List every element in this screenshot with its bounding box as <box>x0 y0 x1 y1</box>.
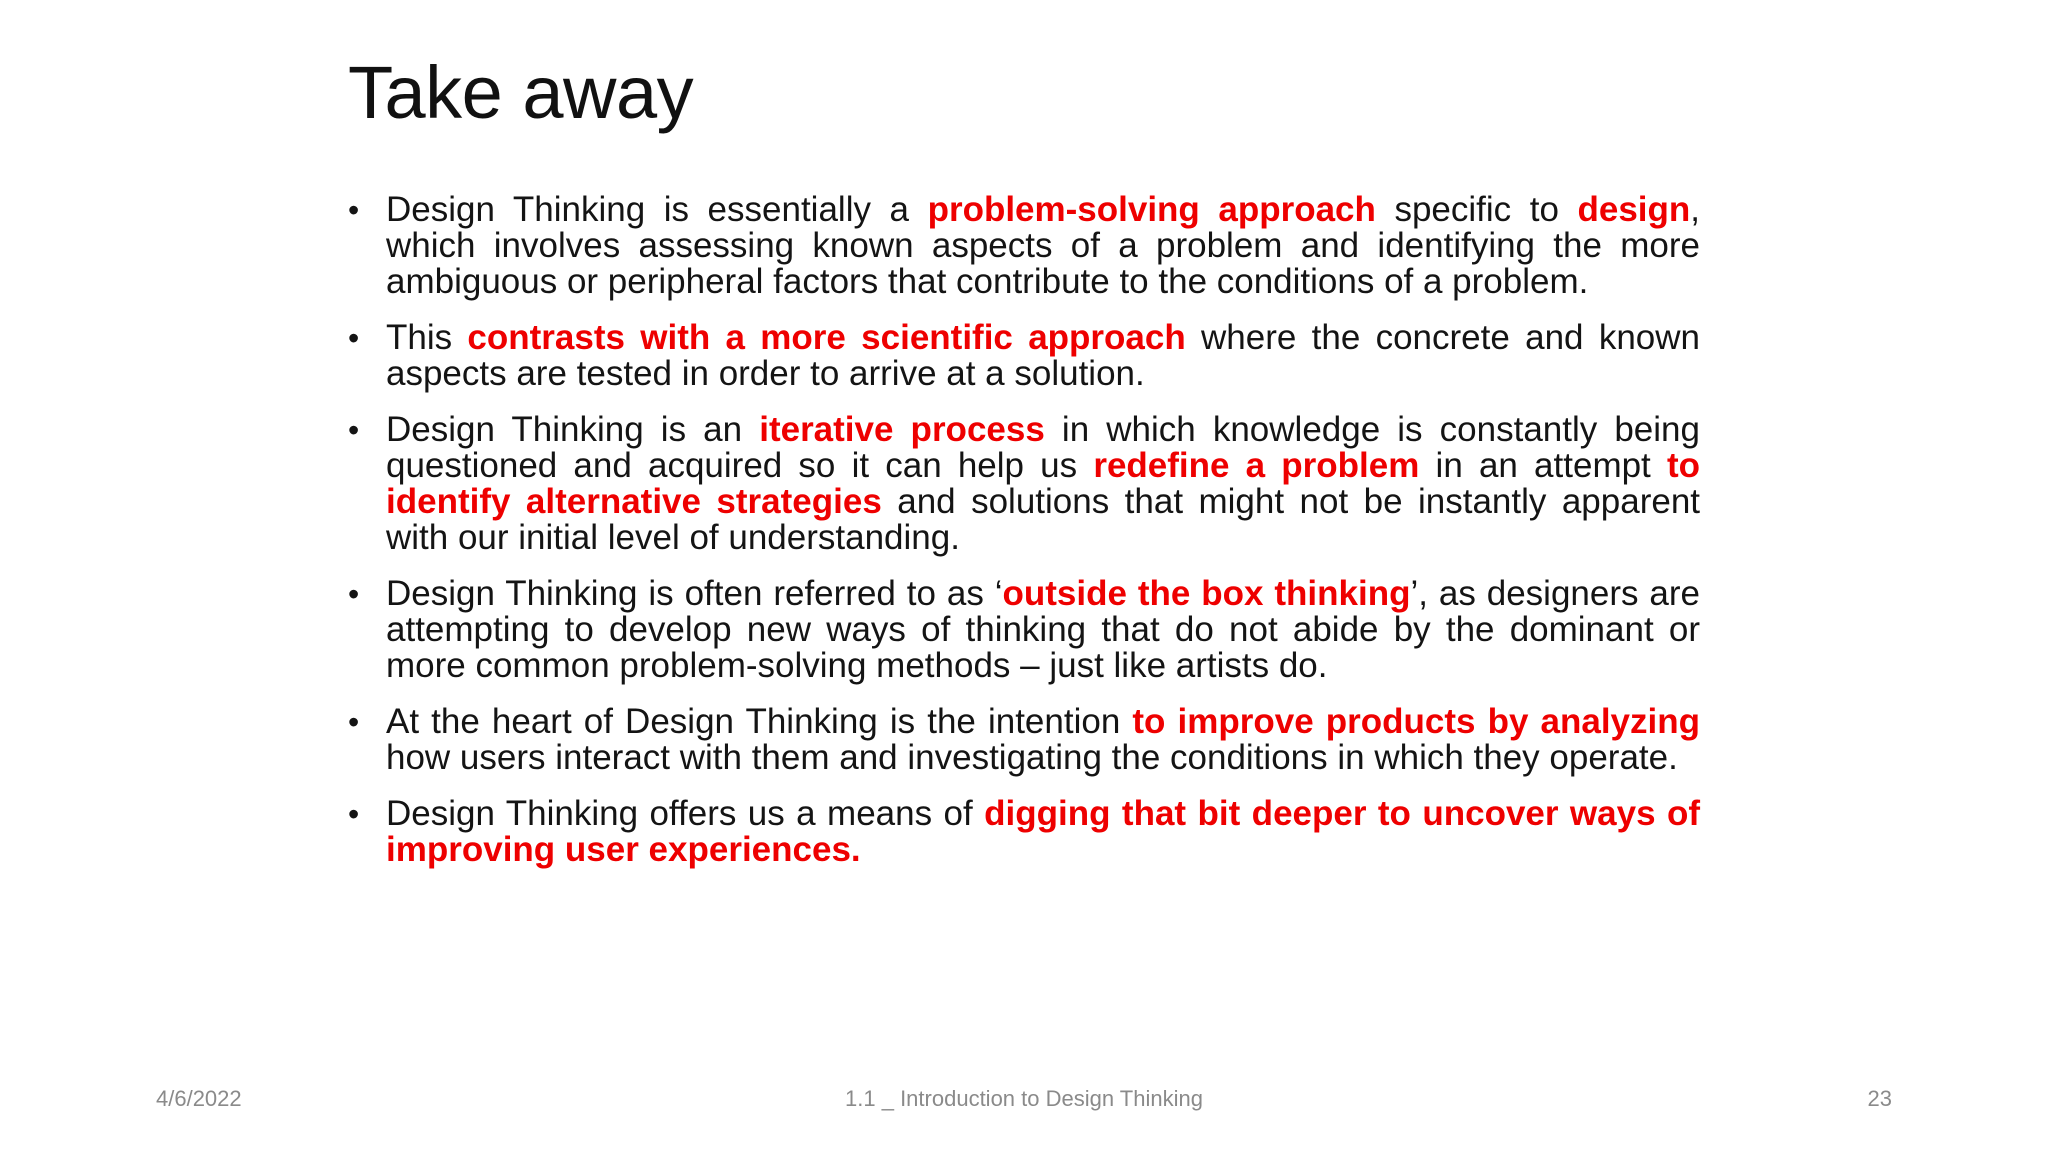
text-segment: Design Thinking offers us a means of <box>386 794 985 833</box>
text-segment: in which knowledge is constantly being questioned and acquired so it can help us <box>386 410 1700 485</box>
text-segment: and solutions that might not be instantly apparent with our initial level of understanding. <box>386 482 1701 557</box>
text-segment: where the concrete and known aspects are tested in order to arrive at a solution. <box>386 318 1700 393</box>
text-segment: in an attempt <box>1419 446 1667 485</box>
highlighted-phrase: to identify alternative strategies <box>386 446 1701 521</box>
bullet-list <box>348 192 1700 888</box>
footer-course-title: 1.1 _ Introduction to Design Thinking <box>845 1086 1203 1111</box>
bullet-dot-icon: • <box>348 704 360 740</box>
highlighted-phrase: outside the box thinking <box>1002 574 1411 613</box>
text-segment: specific to <box>1375 190 1578 229</box>
bullet-text <box>386 574 1700 685</box>
footer-date: 4/6/2022 <box>156 1086 242 1111</box>
slide-title: Take away <box>348 51 694 134</box>
highlighted-phrase: design <box>1577 190 1691 229</box>
highlighted-phrase: redefine a problem <box>1093 446 1420 485</box>
text-segment: Design Thinking is essentially a <box>386 190 928 229</box>
bullet-item <box>348 704 1700 776</box>
bullet-item <box>348 576 1700 684</box>
text-segment: , which involves assessing known aspects of a problem and identifying the more ambiguous or peripheral factors that contribute to the conditions of a problem. <box>386 190 1701 301</box>
bullet-text <box>386 190 1700 301</box>
bullet-text <box>386 794 1700 869</box>
bullet-dot-icon: • <box>348 796 360 832</box>
bullet-text <box>386 410 1700 557</box>
highlighted-phrase: to improve products by analyzing <box>1132 702 1700 741</box>
bullet-dot-icon: • <box>348 576 360 612</box>
bullet-item <box>348 320 1700 392</box>
bullet-text <box>386 318 1700 393</box>
highlighted-phrase: digging that bit deeper to uncover ways of improving user experiences. <box>386 794 1701 869</box>
bullet-text <box>386 702 1700 777</box>
bullet-dot-icon: • <box>348 412 360 448</box>
bullet-dot-icon: • <box>348 192 360 228</box>
bullet-item <box>348 796 1700 868</box>
text-segment: how users interact with them and investigating the conditions in which they operate. <box>386 738 1678 777</box>
footer-page-number: 23 <box>1867 1086 1892 1111</box>
text-segment: Design Thinking is an <box>386 410 760 449</box>
bullet-dot-icon: • <box>348 320 360 356</box>
bullet-item <box>348 412 1700 556</box>
highlighted-phrase: problem-solving approach <box>927 190 1376 229</box>
text-segment: This <box>386 318 468 357</box>
bullet-item <box>348 192 1700 300</box>
text-segment: At the heart of Design Thinking is the intention <box>386 702 1133 741</box>
text-segment: ’, as designers are attempting to develop new ways of thinking that do not abide by the dominant or more common problem-solving methods – just like artists do. <box>386 574 1700 685</box>
highlighted-phrase: contrasts with a more scientific approach <box>467 318 1186 357</box>
highlighted-phrase: iterative process <box>759 410 1045 449</box>
text-segment: Design Thinking is often referred to as ‘ <box>386 574 1003 613</box>
